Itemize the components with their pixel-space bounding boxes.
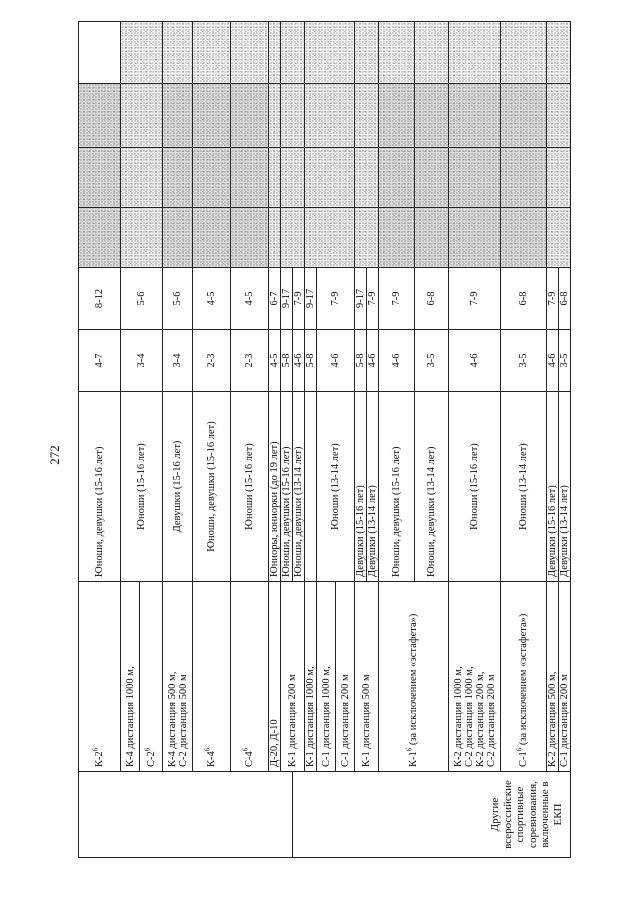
scan-cell xyxy=(379,84,415,148)
age-group-cell: Юноши (13-14 лет) xyxy=(317,392,355,582)
scan-cell xyxy=(415,22,449,84)
discipline-cell: С-1 дистанция 200 м xyxy=(336,582,355,772)
max-age-cell: 4-5 xyxy=(231,268,269,330)
scan-cell xyxy=(355,84,379,148)
scan-cell xyxy=(379,208,415,268)
scan-cell xyxy=(281,84,305,148)
min-age-cell: 5-8 xyxy=(305,330,317,392)
max-age-cell: 7-9 xyxy=(367,268,379,330)
discipline-cell: $С-1^6$ (за исключением «эстафета») xyxy=(501,582,547,772)
min-age-cell: 5-8 xyxy=(355,330,367,392)
min-age-cell: 3-4 xyxy=(163,330,193,392)
discipline-cell: $К-1^6$ (за исключением «эстафета») xyxy=(379,582,449,772)
scan-cell xyxy=(269,22,281,84)
category-cell: Другие всероссийские спортивные соревнования, включенные в ЕКП xyxy=(293,772,571,858)
scan-cell xyxy=(79,208,121,268)
max-age-cell: 7-9 xyxy=(317,268,355,330)
scan-cell xyxy=(163,84,193,148)
age-group-cell: Юноши (13-14 лет) xyxy=(501,392,547,582)
scan-cell xyxy=(121,148,163,208)
table-row xyxy=(379,22,415,858)
max-age-cell: 7-9 xyxy=(547,268,559,330)
max-age-cell: 6-8 xyxy=(415,268,449,330)
scan-cell xyxy=(163,148,193,208)
competition-table xyxy=(78,21,571,858)
scan-cell xyxy=(305,208,355,268)
discipline-cell: С-1 дистанция 200 м xyxy=(559,582,571,772)
scan-cell xyxy=(269,84,281,148)
table-row xyxy=(355,22,367,858)
max-age-cell: 5-6 xyxy=(163,268,193,330)
age-group-cell: Юноши, девушки (13-14 лет) xyxy=(293,392,305,582)
max-age-cell: 8-12 xyxy=(79,268,121,330)
scan-cell xyxy=(415,148,449,208)
max-age-cell: 6-8 xyxy=(559,268,571,330)
discipline-cell: $С-4^6$ xyxy=(231,582,269,772)
discipline-cell: К-2 дистанция 500 м, xyxy=(547,582,559,772)
scan-cell xyxy=(501,148,547,208)
scan-cell xyxy=(449,148,501,208)
discipline-cell: $С-2^6$ xyxy=(140,582,163,772)
scan-cell xyxy=(305,22,355,84)
discipline-cell: $К-2^6$ xyxy=(79,582,121,772)
table-rotator xyxy=(78,22,570,858)
age-group-cell: Юноши, девушки (15-16 лет) xyxy=(79,392,121,582)
table-row xyxy=(305,22,317,858)
scan-cell xyxy=(449,84,501,148)
table-row xyxy=(547,22,559,858)
min-age-cell: 4-6 xyxy=(379,330,415,392)
scan-cell xyxy=(355,208,379,268)
min-age-cell: 4-6 xyxy=(317,330,355,392)
age-group-cell: Девушки (15-16 лет) xyxy=(547,392,559,582)
discipline-cell: К-4 дистанция 500 м, С-2 дистанция 500 м xyxy=(163,582,193,772)
scan-cell xyxy=(231,148,269,208)
max-age-cell: 4-5 xyxy=(193,268,231,330)
age-group-cell: Юноши (15-16 лет) xyxy=(121,392,163,582)
scan-cell xyxy=(415,84,449,148)
scan-cell xyxy=(355,148,379,208)
age-group-cell: Юноши, девушки (13-14 лет) xyxy=(415,392,449,582)
scan-cell xyxy=(379,148,415,208)
scan-cell xyxy=(305,84,355,148)
scan-cell xyxy=(547,208,571,268)
table-row xyxy=(121,22,140,858)
scan-cell xyxy=(305,148,355,208)
max-age-cell: 9-17 xyxy=(355,268,367,330)
discipline-cell: $К-4^6$ xyxy=(193,582,231,772)
scan-cell xyxy=(193,22,231,84)
min-age-cell: 4-6 xyxy=(293,330,305,392)
min-age-cell: 4-5 xyxy=(269,330,281,392)
table-row xyxy=(79,22,121,858)
age-group-cell: Девушки (13-14 лет) xyxy=(559,392,571,582)
discipline-cell: К-1 дистанция 1000 м, xyxy=(305,582,317,772)
scan-cell xyxy=(415,208,449,268)
age-group-cell: Девушки (15-16 лет) xyxy=(355,392,367,582)
discipline-cell: С-1 дистанция 1000 м, xyxy=(317,582,336,772)
page-number: 272 xyxy=(47,445,62,465)
empty-cell xyxy=(79,22,121,84)
scan-cell xyxy=(547,22,571,84)
min-age-cell: 4-6 xyxy=(367,330,379,392)
scan-cell xyxy=(281,148,305,208)
max-age-cell: 7-9 xyxy=(293,268,305,330)
scan-cell xyxy=(449,22,501,84)
discipline-cell: К-1 дистанция 200 м xyxy=(281,582,305,772)
max-age-cell: 9-17 xyxy=(305,268,317,330)
age-group-cell: Юноши, девушки (15-16 лет) xyxy=(379,392,415,582)
scan-cell xyxy=(501,22,547,84)
scan-cell xyxy=(355,22,379,84)
rotated-table-area xyxy=(78,22,570,858)
table-row xyxy=(231,22,269,858)
age-group-cell: Юноши, девушки (15-16 лет) xyxy=(193,392,231,582)
scan-cell xyxy=(231,22,269,84)
scan-cell xyxy=(193,208,231,268)
age-group-cell: Юноши, девушки (15-16 лет) xyxy=(281,392,293,582)
age-group-cell: Юниоры, юниорки (до 19 лет) xyxy=(269,392,281,582)
min-age-cell: 3-5 xyxy=(501,330,547,392)
min-age-cell: 3-5 xyxy=(559,330,571,392)
table-row xyxy=(163,22,193,858)
scan-cell xyxy=(121,84,163,148)
scan-cell xyxy=(163,22,193,84)
scan-cell xyxy=(501,84,547,148)
scan-cell xyxy=(79,148,121,208)
min-age-cell: 2-3 xyxy=(193,330,231,392)
age-group-cell: Юноши (15-16 лет) xyxy=(449,392,501,582)
min-age-cell: 4-6 xyxy=(449,330,501,392)
table-row xyxy=(193,22,231,858)
scan-cell xyxy=(193,148,231,208)
max-age-cell: 7-9 xyxy=(449,268,501,330)
min-age-cell: 2-3 xyxy=(231,330,269,392)
scan-cell xyxy=(501,208,547,268)
discipline-cell: К-4 дистанция 1000 м, xyxy=(121,582,140,772)
category-cell-upper xyxy=(79,772,293,858)
scan-cell xyxy=(231,208,269,268)
scan-cell xyxy=(79,84,121,148)
scan-cell xyxy=(121,208,163,268)
discipline-cell: Д-20, Д-10 xyxy=(269,582,281,772)
max-age-cell: 6-7 xyxy=(269,268,281,330)
max-age-cell: 6-8 xyxy=(501,268,547,330)
min-age-cell: 3-4 xyxy=(121,330,163,392)
scan-cell xyxy=(163,208,193,268)
table-row xyxy=(449,22,501,858)
max-age-cell: 9-17 xyxy=(281,268,293,330)
scan-cell xyxy=(547,148,571,208)
scan-cell xyxy=(121,22,163,84)
scan-cell xyxy=(449,208,501,268)
scan-cell xyxy=(269,148,281,208)
age-group-cell xyxy=(305,392,317,582)
scan-cell xyxy=(269,208,281,268)
scan-cell xyxy=(547,84,571,148)
age-group-cell: Девушки (15-16 лет) xyxy=(163,392,193,582)
discipline-cell: К-1 дистанция 500 м xyxy=(355,582,379,772)
age-group-cell: Девушки (13-14 лет) xyxy=(367,392,379,582)
discipline-cell: К-2 дистанция 1000 м, С-2 дистанция 1000 м, К-2 дистанция 200 м, С-2 дистанция 200 м xyxy=(449,582,501,772)
scan-cell xyxy=(193,84,231,148)
table-row xyxy=(269,22,281,858)
scan-cell xyxy=(281,22,305,84)
min-age-cell: 4-7 xyxy=(79,330,121,392)
min-age-cell: 5-8 xyxy=(281,330,293,392)
scan-cell xyxy=(281,208,305,268)
min-age-cell: 4-6 xyxy=(547,330,559,392)
max-age-cell: 7-9 xyxy=(379,268,415,330)
age-group-cell: Юноши (15-16 лет) xyxy=(231,392,269,582)
scan-cell xyxy=(231,84,269,148)
min-age-cell: 3-5 xyxy=(415,330,449,392)
table-row xyxy=(501,22,547,858)
max-age-cell: 5-6 xyxy=(121,268,163,330)
scan-cell xyxy=(379,22,415,84)
table-row xyxy=(281,22,293,858)
